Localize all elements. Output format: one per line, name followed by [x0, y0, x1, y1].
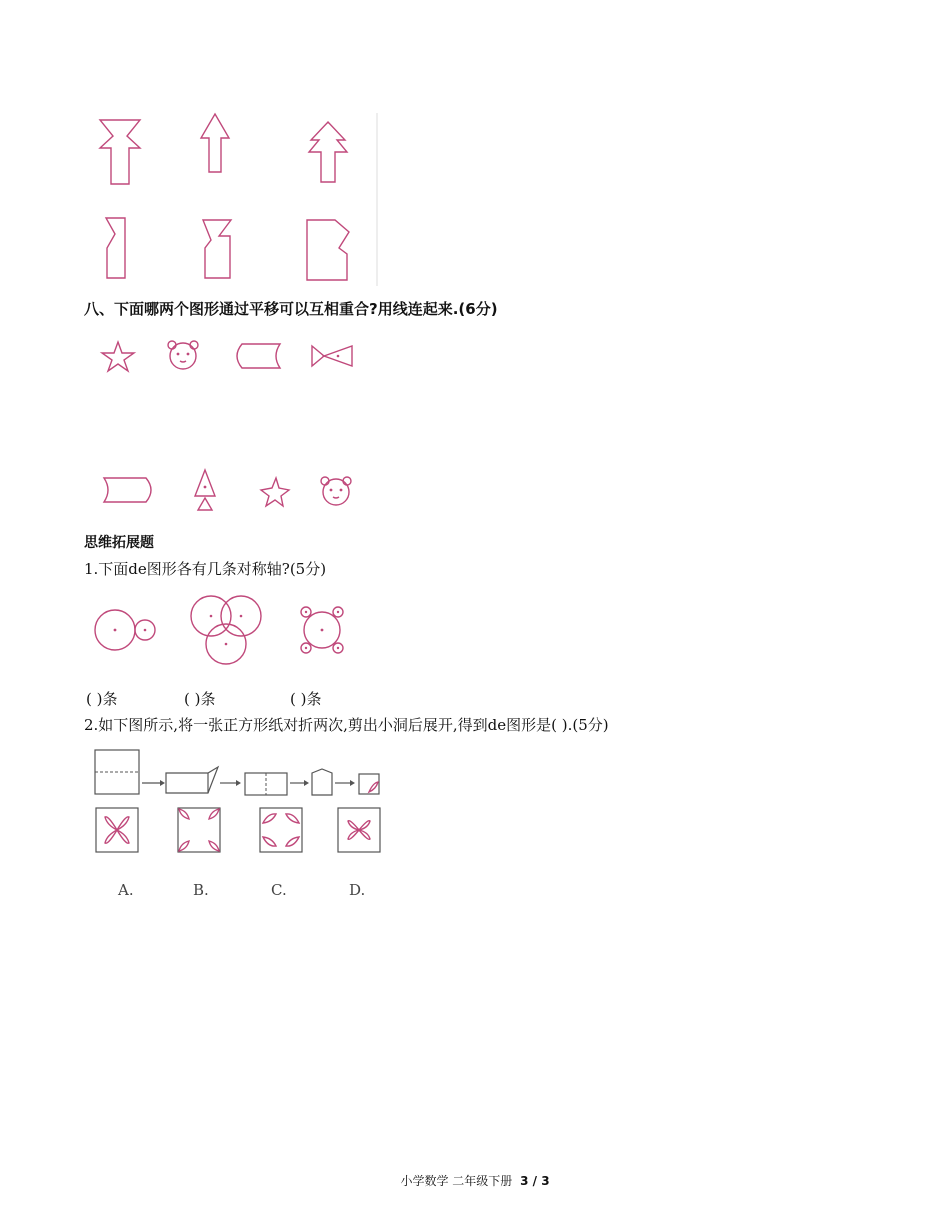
star-icon — [102, 342, 134, 371]
notched-shape-2 — [203, 220, 231, 278]
notched-shape-1 — [106, 218, 125, 278]
option-d-label[interactable]: D. — [349, 881, 366, 899]
q1-blank-1[interactable]: ( )条 — [86, 690, 118, 708]
option-c-label[interactable]: C. — [271, 881, 287, 899]
q1-text: 1.下面de图形各有几条对称轴?(5分) — [84, 560, 327, 578]
page-footer — [0, 1172, 950, 1189]
fish-shape — [312, 346, 352, 366]
tree-arrow-shape — [309, 122, 347, 182]
option-b-figure — [178, 808, 220, 852]
option-c-figure — [260, 808, 302, 852]
bear-face-icon — [168, 341, 198, 369]
hourglass-arrow-shape — [100, 120, 140, 184]
option-d-figure — [338, 808, 380, 852]
footer-subject: 小学数学 二年级下册 — [400, 1174, 513, 1188]
notched-shape-3 — [307, 220, 349, 280]
section8-title: 八、下面哪两个图形通过平移可以互相重合?用线连起来.(6分) — [84, 300, 498, 318]
translation-match-figure — [90, 332, 370, 522]
q1-blank-2[interactable]: ( )条 — [184, 690, 216, 708]
symmetry-figure — [90, 590, 370, 680]
thinking-heading: 思维拓展题 — [84, 535, 154, 551]
option-b-label[interactable]: B. — [193, 881, 209, 899]
folding-figure — [90, 745, 400, 905]
option-a-label[interactable]: A. — [118, 881, 134, 899]
top-shapes-figure — [85, 108, 385, 288]
footer-page-number: 3 / 3 — [520, 1174, 550, 1188]
q1-blank-3[interactable]: ( )条 — [290, 690, 322, 708]
star-icon — [261, 478, 289, 506]
bear-face-icon — [321, 477, 351, 505]
triangle-tree-shape — [195, 470, 215, 510]
option-a-figure — [96, 808, 138, 852]
cylinder-shape — [237, 344, 280, 368]
q2-text: 2.如下图所示,将一张正方形纸对折两次,剪出小洞后展开,得到de图形是( ).(5分) — [84, 716, 609, 734]
up-arrow-shape — [201, 114, 229, 172]
cylinder-shape — [104, 478, 151, 502]
